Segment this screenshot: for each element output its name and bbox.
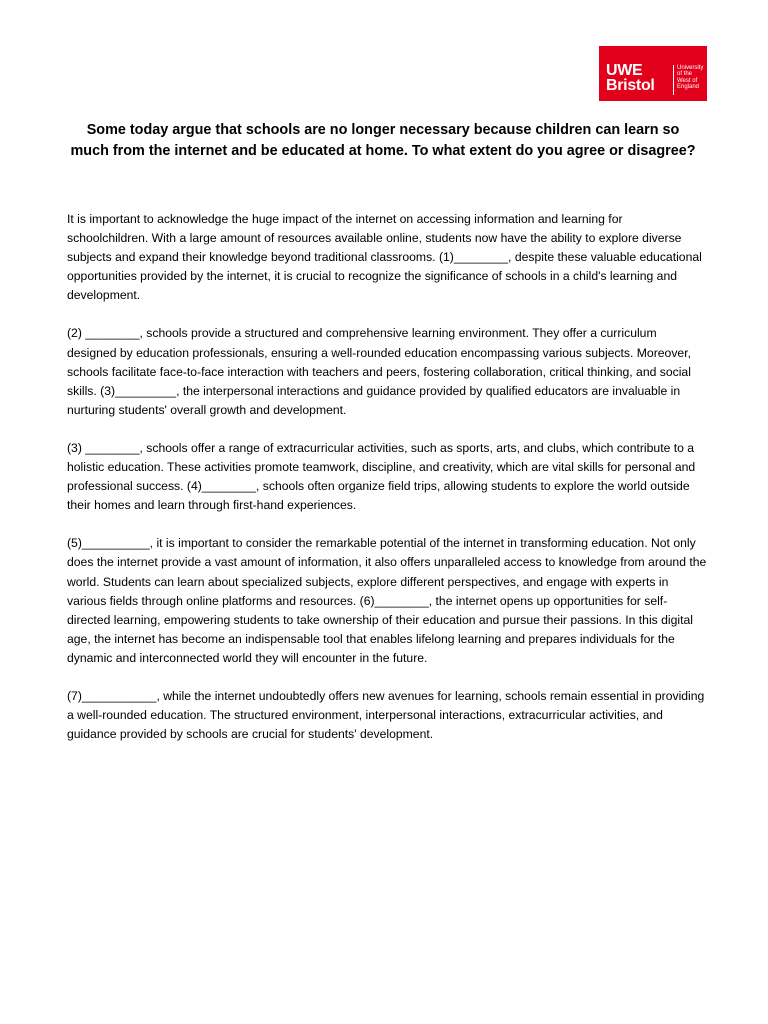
- logo-sub-line-3: West of: [677, 77, 698, 84]
- paragraph-3: (3) ________, schools offer a range of extracurricular activities, such as sports, arts, and clubs, which contribute to a holistic education. These activities promote teamwork, discipline, and creativity, which are vital skills for personal and professional success. (4)________, schools often organize field trips, allowing students to explore the world outside their homes and learn through first-hand experiences.: [67, 440, 696, 513]
- logo-line-uwe: UWE: [606, 62, 643, 79]
- logo-sub-line-2: of the: [677, 71, 693, 78]
- logo-sub-line-4: England: [677, 84, 700, 91]
- logo-wordmark: [606, 63, 655, 93]
- paragraph-1: It is important to acknowledge the huge impact of the internet on accessing information and learning for schoolchildren. With a large amount of resources available online, students now have the ability to explore diverse subjects and expand their knowledge beyond traditional classrooms. (1)________, despite these valuable educational opportunities provided by the internet, it is crucial to recognize the significance of schools in a child's learning and development.: [67, 212, 702, 303]
- essay-body: [67, 210, 707, 763]
- logo-line-bristol: Bristol: [606, 77, 655, 94]
- logo-divider: [673, 65, 674, 95]
- university-logo: [599, 46, 707, 101]
- logo-subtitle: [677, 65, 703, 91]
- paragraph-5: (7)___________, while the internet undoubtedly offers new avenues for learning, schools remain essential in providing a well-rounded education. The structured environment, interpersonal interactions, extracurricular activities, and guidance provided by schools are crucial for students' development.: [67, 688, 705, 742]
- paragraph-4: (5)__________, it is important to consider the remarkable potential of the internet in transforming education. Not only does the internet provide a vast amount of information, it also offers unparalleled access to knowledge from around the world. Students can learn about specialized subjects, explore different perspectives, and engage with experts in various fields through online platforms and resources. (6)________, the internet opens up opportunities for self-directed learning, empowering students to take ownership of their education and pursue their passions. In this digital age, the internet has become an indispensable tool that enables lifelong learning and prepares individuals for the dynamic and interconnected world they will encounter in the future.: [67, 536, 707, 665]
- paragraph-2: (2) ________, schools provide a structured and comprehensive learning environment. They offer a curriculum designed by education professionals, ensuring a well-rounded education encompassing various subjects. Moreover, schools facilitate face-to-face interaction with teachers and peers, fostering collaboration, critical thinking, and social skills. (3)_________, the interpersonal interactions and guidance provided by qualified educators are invaluable in nurturing students' overall growth and development.: [67, 326, 691, 417]
- logo-sub-line-1: University: [677, 65, 704, 71]
- essay-question-title: Some today argue that schools are no longer necessary because children can learn so much from the internet and be educated at home. To what extent do you agree or disagree?: [70, 122, 696, 159]
